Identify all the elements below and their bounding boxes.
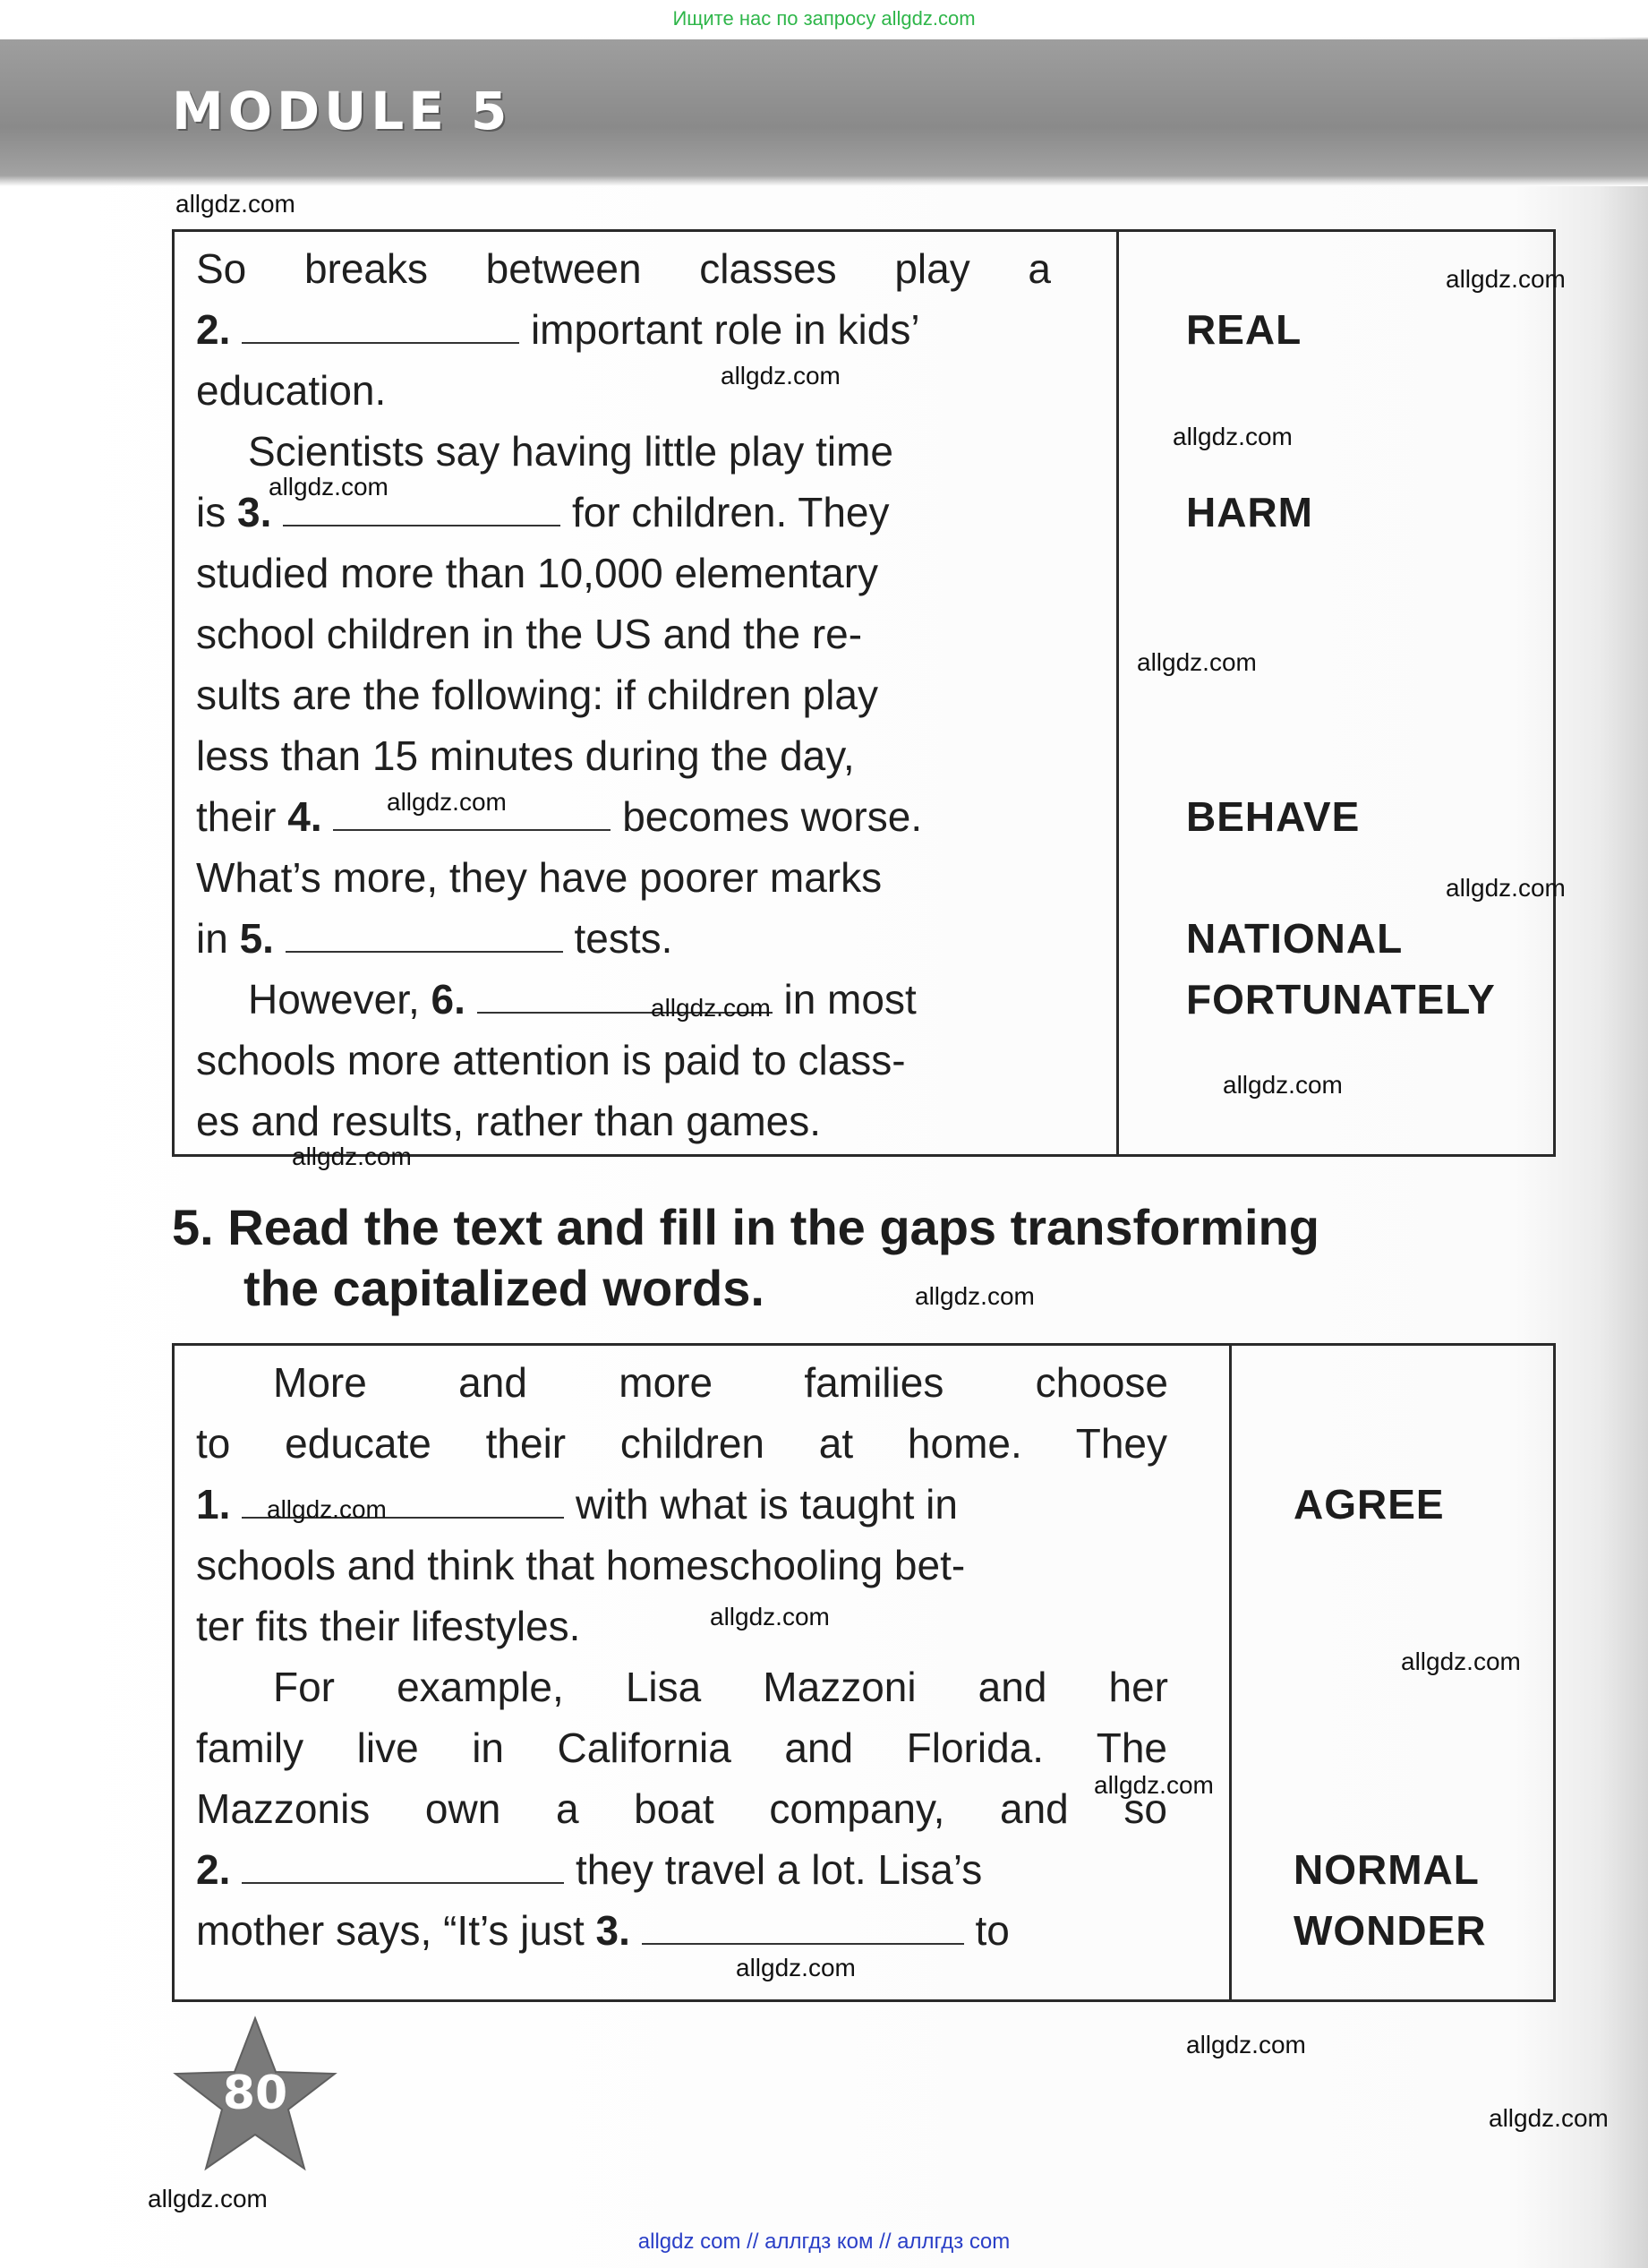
table-2-line: 2. they travel a lot. Lisa’s [196,1846,983,1893]
page-number-star [170,2015,340,2176]
table-1-line: studied more than 10,000 elementary [196,550,879,596]
top-banner[interactable]: Ищите нас по запросу allgdz.com [0,0,1648,38]
watermark[interactable]: allgdz.com [721,362,841,389]
table-1-line: So breaks between classes play a [196,245,1051,292]
table-1-divider [1116,232,1119,1154]
table-1-line: less than 15 minutes during the day, [196,732,855,779]
table-2-line: Mazzonis own a boat company, and so [196,1785,1167,1832]
task-5-heading: 5. Read the text and fill in the gaps transforming [172,1199,1319,1255]
table-2-line: to educate their children at home. They [196,1420,1167,1467]
watermark[interactable]: allgdz.com [1446,874,1566,902]
bottom-banner[interactable]: allgdz com // аллгдз ком // аллгдз com [637,2229,1011,2254]
exercise-table-2 [172,1343,1556,2002]
watermark[interactable]: allgdz.com [175,190,295,218]
table-2-line: family live in California and Florida. The [196,1725,1167,1771]
watermark[interactable]: allgdz.com [1094,1771,1214,1799]
watermark[interactable]: allgdz.com [1446,265,1566,293]
gap-2[interactable] [242,341,519,344]
exercise-table-1 [172,229,1556,1157]
table-1-line: in 5. tests. [196,915,673,962]
table-2-line: More and more families choose [273,1359,1168,1406]
watermark[interactable]: allgdz.com [1173,423,1293,450]
table-1-line: school children in the US and the re- [196,611,863,657]
watermark[interactable]: allgdz.com [148,2185,268,2212]
gap-4[interactable] [333,828,611,831]
watermark[interactable]: allgdz.com [710,1603,830,1630]
table-1-line: 2. important role in kids’ [196,306,920,353]
capitalized-word: WONDER [1294,1907,1487,1954]
watermark[interactable]: allgdz.com [736,1954,856,1981]
watermark[interactable]: allgdz.com [292,1143,412,1170]
table-1-line: sults are the following: if children play [196,672,878,718]
gap-2[interactable] [242,1881,564,1884]
module-title: MODULE 5 [172,81,512,141]
table-1-line: What’s more, they have poorer marks [196,854,883,901]
table-2-line: schools and think that homeschooling bet- [196,1542,966,1588]
table-1-line: es and results, rather than games. [196,1098,822,1144]
watermark[interactable]: allgdz.com [267,1495,387,1523]
table-1-line: their 4. becomes worse. [196,793,923,840]
table-2-divider [1229,1346,1232,1999]
watermark[interactable]: allgdz.com [269,473,389,501]
capitalized-word: HARM [1186,489,1313,535]
capitalized-word: FORTUNATELY [1186,976,1496,1023]
table-1-line: However, 6. in most [248,976,917,1023]
watermark[interactable]: allgdz.com [915,1282,1035,1310]
table-2-line: For example, Lisa Mazzoni and her [273,1664,1168,1710]
watermark[interactable]: allgdz.com [1401,1648,1521,1675]
watermark[interactable]: allgdz.com [1489,2104,1609,2132]
table-1-line: Scientists say having little play time [248,428,893,475]
watermark[interactable]: allgdz.com [1223,1071,1343,1099]
capitalized-word: NORMAL [1294,1846,1480,1893]
capitalized-word: REAL [1186,306,1302,353]
table-2-line: mother says, “It’s just 3. to [196,1907,1010,1954]
watermark[interactable]: allgdz.com [651,994,771,1022]
watermark[interactable]: allgdz.com [387,788,507,816]
table-2-line: 1. with what is taught in [196,1481,958,1528]
gap-3[interactable] [642,1942,964,1945]
capitalized-word: AGREE [1294,1481,1445,1528]
capitalized-word: NATIONAL [1186,915,1404,962]
table-1-line: schools more attention is paid to class- [196,1037,906,1083]
gap-5[interactable] [286,950,563,953]
gap-3[interactable] [283,524,560,526]
capitalized-word: BEHAVE [1186,793,1361,840]
watermark[interactable]: allgdz.com [1186,2031,1306,2058]
page-number: 80 [222,2067,288,2120]
table-1-line: education. [196,367,387,414]
watermark[interactable]: allgdz.com [1137,648,1257,676]
task-5-heading-line-2: the capitalized words. [243,1260,764,1316]
table-1-line: is 3. for children. They [196,489,890,535]
table-2-line: ter fits their lifestyles. [196,1603,581,1649]
